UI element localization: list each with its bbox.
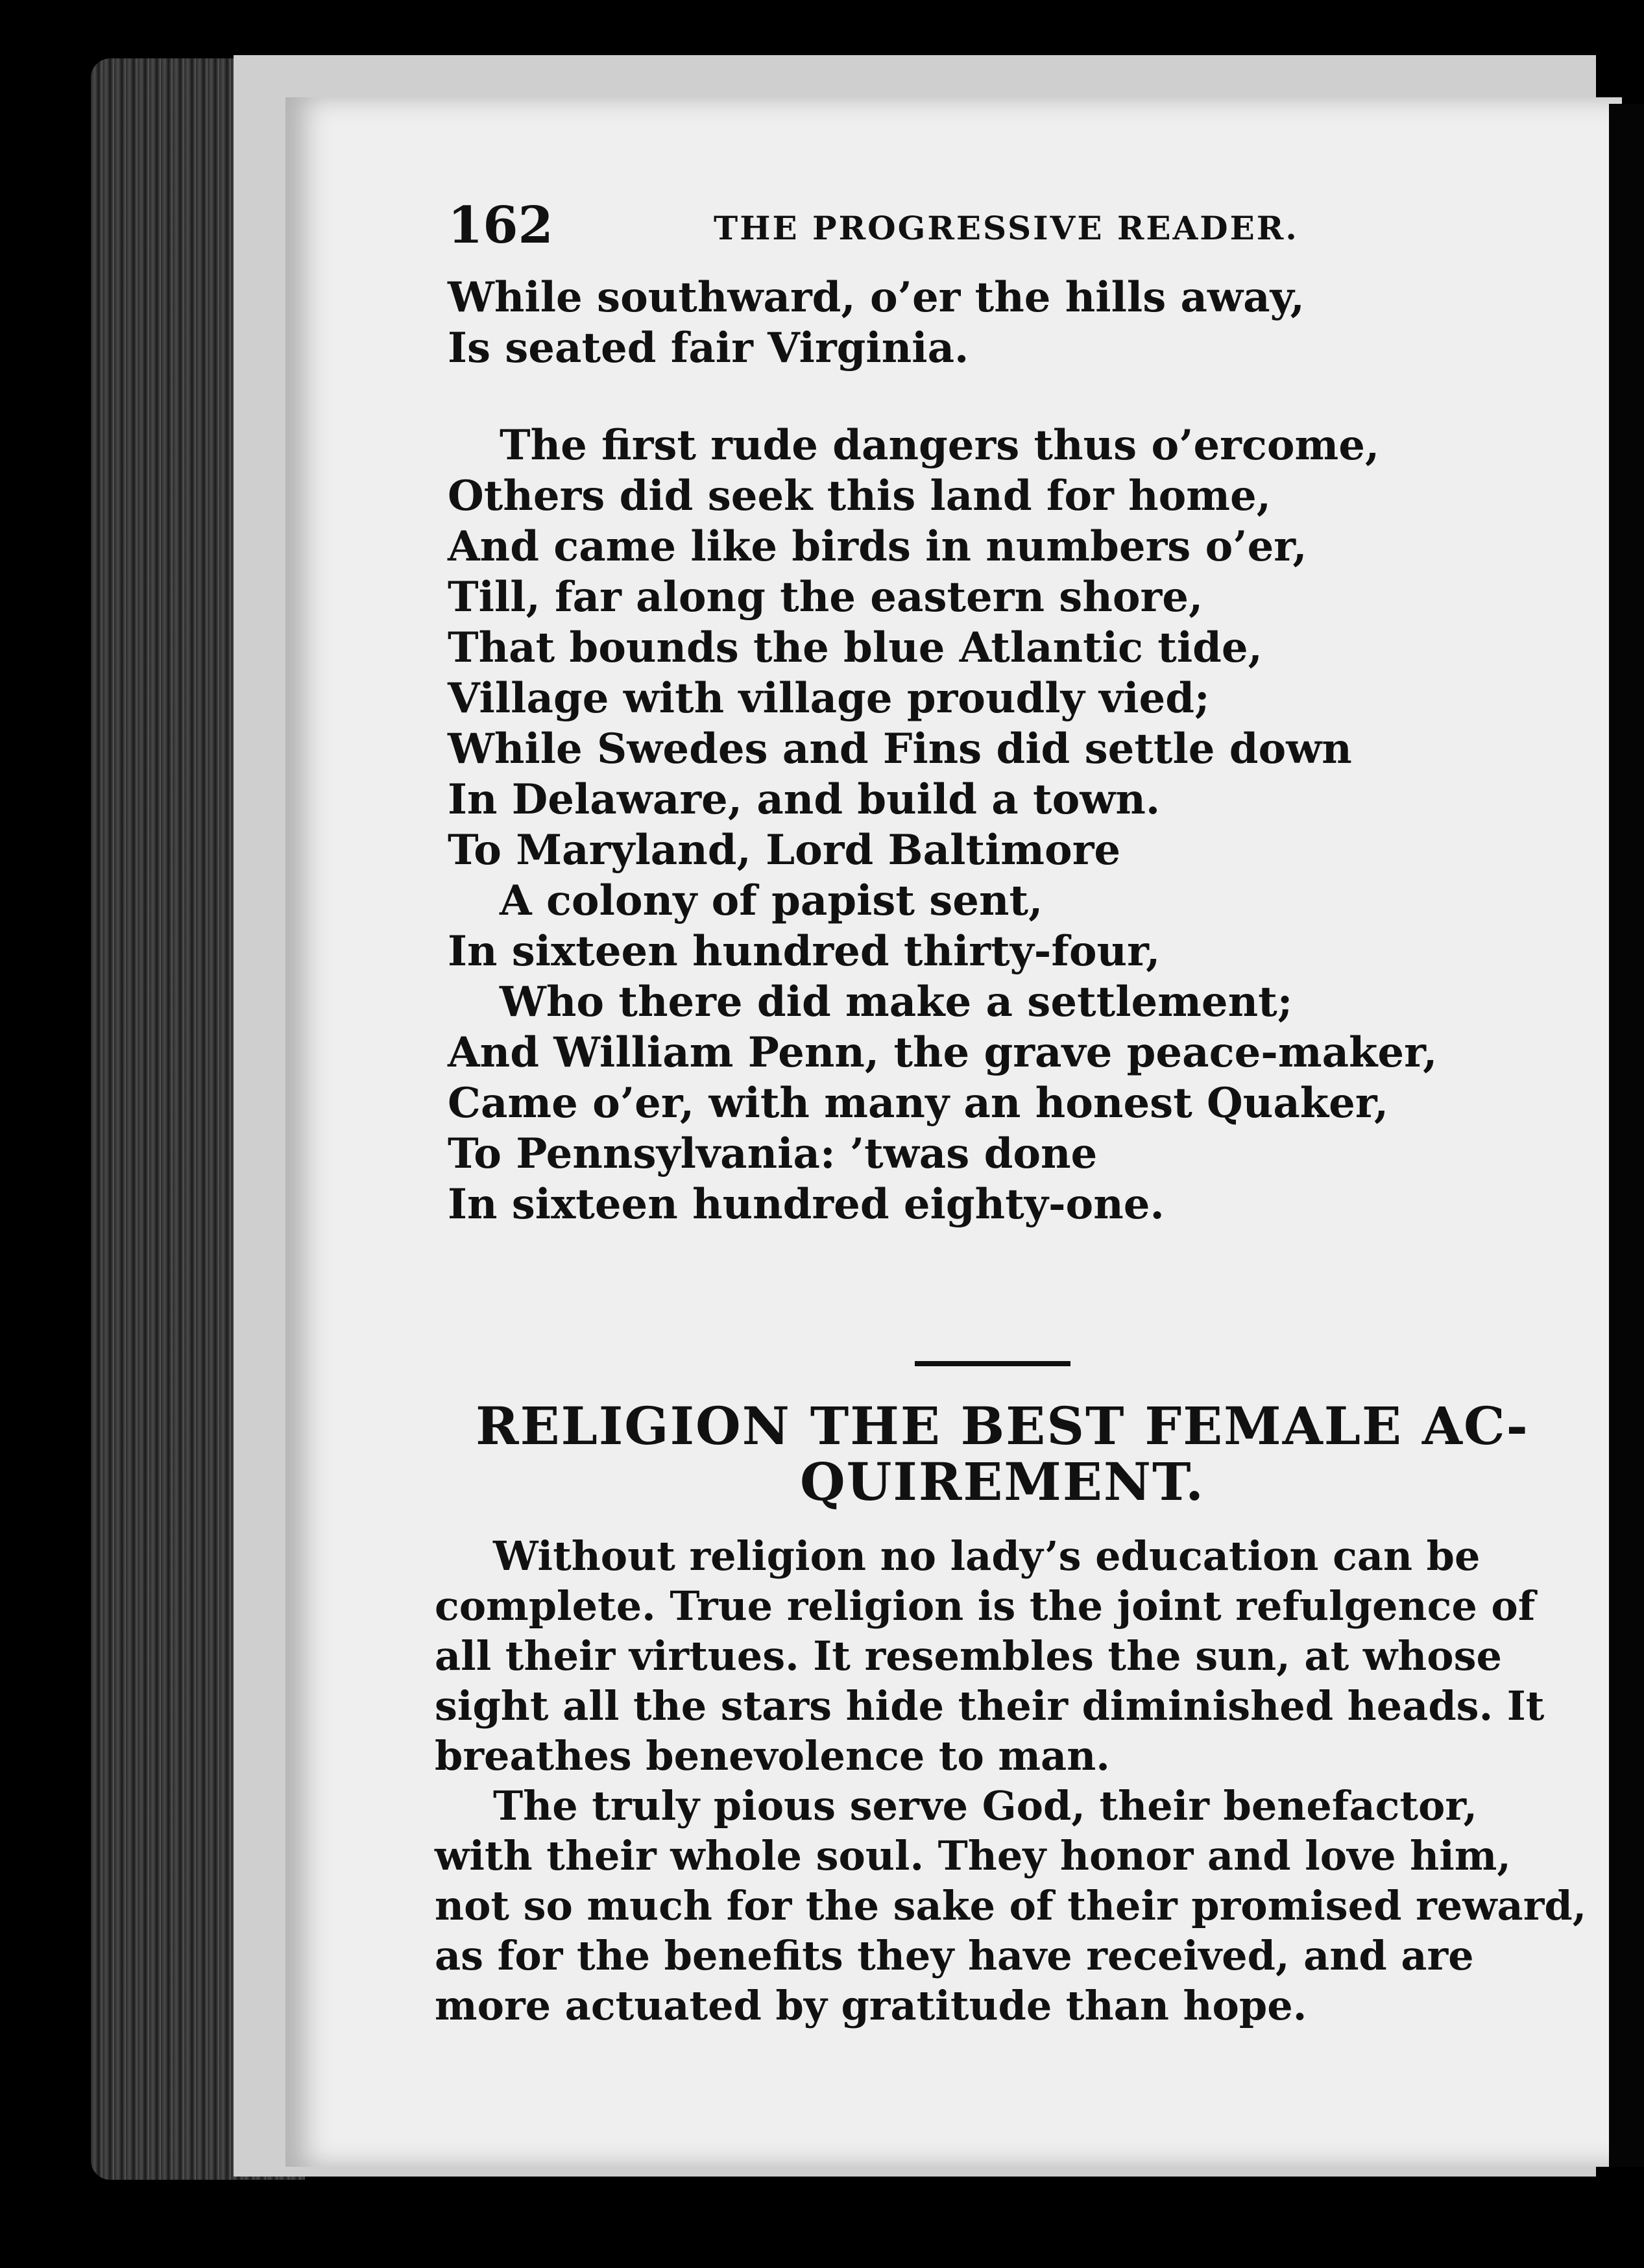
essay-line: more actuated by gratitude than hope. [435, 1982, 1307, 2029]
essay-line: breathes benevolence to man. [435, 1732, 1110, 1779]
poem-line: Others did seek this land for home, [448, 472, 1271, 520]
poem-line: Who there did make a settlement; [500, 978, 1293, 1026]
poem-line: Till, far along the eastern shore, [448, 573, 1203, 621]
essay-line: all their virtues. It resembles the sun, at whose [435, 1632, 1502, 1680]
poem-line: And came like birds in numbers o’er, [448, 522, 1307, 571]
essay-line: complete. True religion is the joint refulgence of [435, 1582, 1536, 1630]
essay-title-line: RELIGION THE BEST FEMALE AC- [476, 1395, 1529, 1456]
page-header [448, 196, 1317, 254]
poem-line: In sixteen hundred thirty-four, [448, 927, 1161, 976]
poem-line: And William Penn, the grave peace-maker, [448, 1028, 1438, 1077]
poem-line: To Maryland, Lord Baltimore [448, 826, 1121, 875]
running-title: THE PROGRESSIVE READER. [714, 209, 1299, 247]
poem-line: In Delaware, and build a town. [448, 775, 1161, 824]
poem-line: While Swedes and Fins did settle down [448, 725, 1352, 773]
essay-line: as for the benefits they have received, and are [435, 1932, 1474, 1979]
essay-line: Without religion no lady’s education can be [493, 1532, 1481, 1580]
essay-line: The truly pious serve God, their benefactor, [493, 1782, 1478, 1829]
essay-line: sight all the stars hide their diminished heads. It [435, 1682, 1545, 1730]
poem-line: A colony of papist sent, [500, 876, 1043, 925]
poem-line: The first rude dangers thus o’ercome, [500, 421, 1380, 470]
poem-line: In sixteen hundred eighty-one. [448, 1180, 1165, 1229]
poem-line: Is seated fair Virginia. [448, 324, 969, 372]
poem-line: Village with village proudly vied; [448, 674, 1210, 723]
essay-title-line: QUIREMENT. [799, 1451, 1205, 1512]
poem-line: To Pennsylvania: ’twas done [448, 1129, 1098, 1178]
essay-line: not so much for the sake of their promised reward, [435, 1882, 1587, 1929]
right-border [1609, 104, 1644, 2167]
essay-line: with their whole soul. They honor and love him, [435, 1832, 1511, 1879]
page-number: 162 [448, 196, 553, 255]
essay-title [454, 1395, 1551, 1512]
essay-body [435, 1531, 1587, 2031]
poem-line: Came o’er, with many an honest Quaker, [448, 1079, 1389, 1128]
section-divider [915, 1361, 1070, 1366]
poem-line: That bounds the blue Atlantic tide, [448, 623, 1263, 672]
poem-verse [448, 272, 1551, 1230]
stanza-break [448, 374, 1551, 420]
poem-line: While southward, o’er the hills away, [448, 273, 1305, 322]
